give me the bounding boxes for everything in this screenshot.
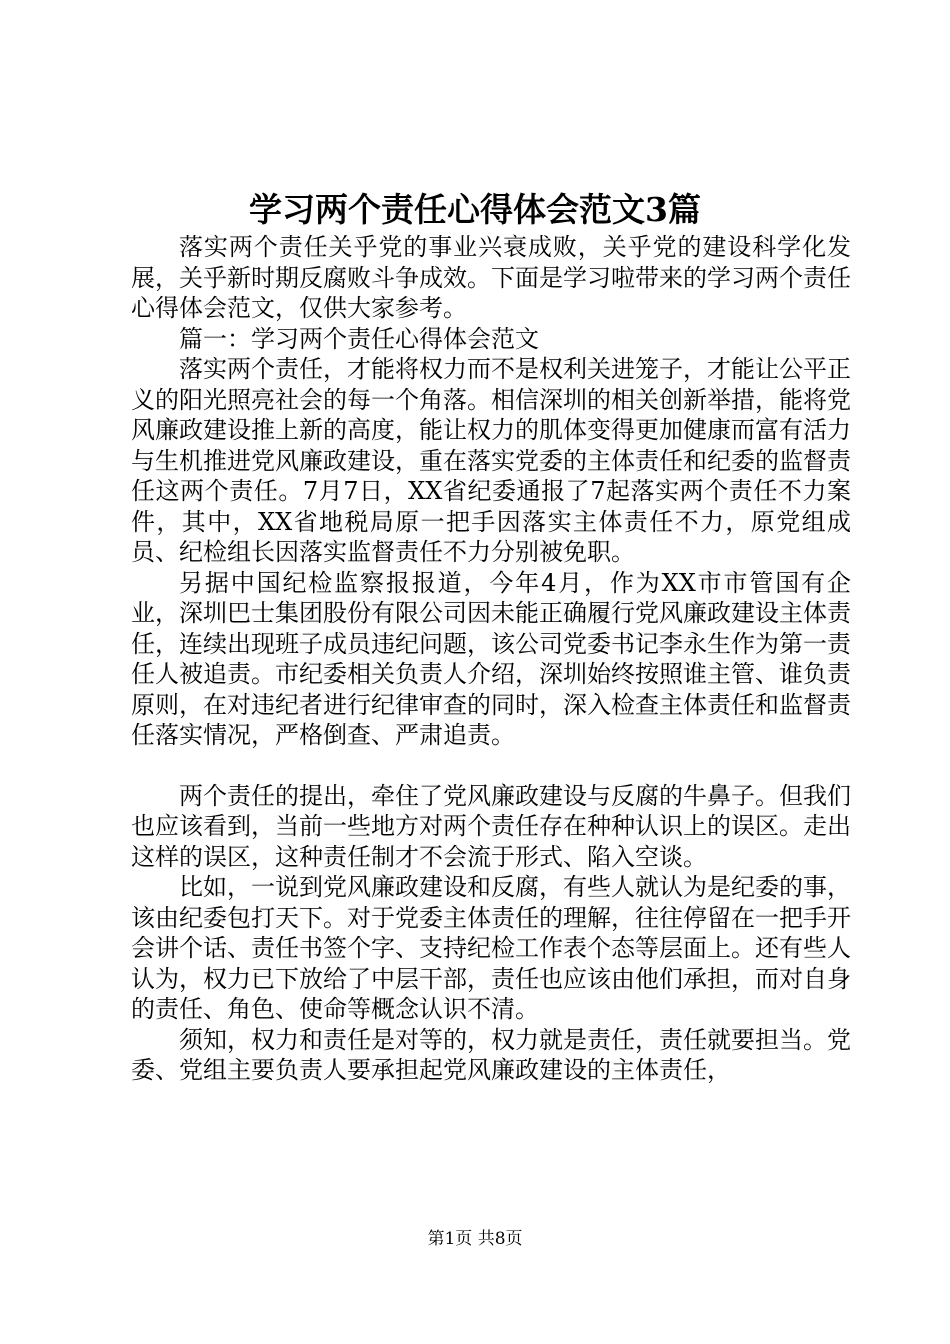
body-paragraph: 另据中国纪检监察报报道，今年4月，作为XX市市管国有企业，深圳巴士集团股份有限公司因未能正确履行党风廉政建设主体责任，连续出现班子成员违纪问题，该公司党委书记李永生作为第一责任人被追责。市纪委相关负责人介绍，深圳始终按照谁主管、谁负责原则，在对违纪者进行纪律审查的同时，深入检查主体责任和监督责任落实情况，严格倒查、严肃追责。 [131,568,851,749]
body-paragraph: 须知，权力和责任是对等的，权力就是责任，责任就要担当。党委、党组主要负责人要承担起党风廉政建设的主体责任， [131,1025,851,1084]
intro-paragraph: 落实两个责任关乎党的事业兴衰成败，关乎党的建设科学化发展，关乎新时期反腐败斗争成效。下面是学习啦带来的学习两个责任心得体会范文，仅供大家参考。 [131,233,851,322]
body-paragraph: 落实两个责任，才能将权力而不是权利关进笼子，才能让公平正义的阳光照亮社会的每一个角落。相信深圳的相关创新举措，能将党风廉政建设推上新的高度，能让权力的肌体变得更加健康而富有活力与生机推进党风廉政建设，重在落实党委的主体责任和纪委的监督责任这两个责任。7月7日，XX省纪委通报了7起落实两个责任不力案件，其中，XX省地税局原一把手因落实主体责任不力，原党组成员、纪检组长因落实监督责任不力分别被免职。 [131,355,851,566]
document-body [131,232,851,1086]
page-number-footer: 第1页 共8页 [427,1229,523,1249]
paragraph-gap [131,751,851,781]
body-paragraph: 比如，一说到党风廉政建设和反腐，有些人就认为是纪委的事，该由纪委包打天下。对于党委主体责任的理解，往往停留在一把手开会讲个话、责任书签个字、支持纪检工作表个态等层面上。还有些人认为，权力已下放给了中层干部，责任也应该由他们承担，而对自身的责任、角色、使命等概念认识不清。 [131,873,851,1023]
document-title: 学习两个责任心得体会范文3篇 [249,190,701,229]
body-paragraph: 两个责任的提出，牵住了党风廉政建设与反腐的牛鼻子。但我们也应该看到，当前一些地方对两个责任存在种种认识上的误区。走出这样的误区，这种责任制才不会流于形式、陷入空谈。 [131,781,851,871]
section-heading: 篇一：学习两个责任心得体会范文 [179,324,539,353]
